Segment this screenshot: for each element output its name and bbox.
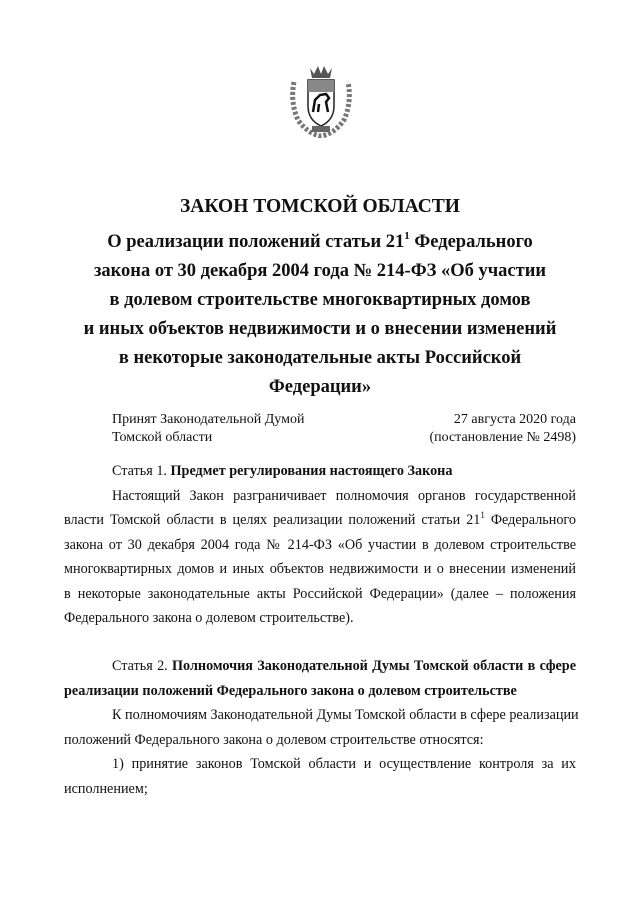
coat-of-arms-emblem	[288, 62, 354, 138]
subtitle-line: О реализации положений статьи 21	[107, 232, 405, 252]
subtitle-line: Федерации»	[268, 377, 372, 397]
paragraph-line: К полномочиям Законодательной Думы Томской области в сфере реализации	[112, 707, 579, 723]
article-2	[64, 654, 579, 801]
subtitle-line: в некоторые законодательные акты Российской	[118, 348, 522, 368]
paragraph-line: Федерального закона о долевом строительстве).	[64, 610, 354, 626]
adopted-by	[112, 411, 304, 447]
subtitle-line: Федерального	[409, 232, 533, 252]
list-item-line: исполнением;	[64, 780, 148, 797]
article-1	[64, 459, 576, 631]
law-subtitle	[40, 228, 600, 402]
superscript: 1	[480, 510, 485, 520]
paragraph-line: в некоторые законодательные акты Российской Федерации» (далее – положения	[64, 585, 576, 602]
article-heading	[64, 654, 576, 679]
article-heading-cont	[64, 679, 576, 704]
resolution-number: (постановление № 2498)	[429, 430, 576, 445]
list-item-line: 1) принятие законов Томской области и осуществление контроля за их	[112, 756, 576, 772]
paragraph-line: Настоящий Закон разграничивает полномочия органов государственной	[112, 487, 576, 504]
adopted-by-line: Томской области	[112, 430, 213, 445]
paragraph-line: положений Федерального закона о долевом строительстве относятся:	[64, 731, 484, 748]
paragraph-line	[64, 508, 576, 533]
article-label: Статья 1.	[112, 463, 171, 479]
date: 27 августа 2020 года	[453, 412, 576, 427]
subtitle-line: закона от 30 декабря 2004 года № 214-ФЗ «Об участии	[93, 261, 547, 281]
text: власти Томской области в целях реализации положений статьи 21	[64, 512, 481, 528]
article-title: реализации положений Федерального закона о долевом строительстве	[64, 682, 517, 699]
adopted-by-line: Принят Законодательной Думой	[112, 412, 305, 427]
adoption-date	[429, 411, 576, 447]
subtitle-line: и иных объектов недвижимости и о внесении изменений	[83, 319, 557, 339]
text: Федерального	[484, 512, 576, 528]
paragraph-line: многоквартирных домов и иных объектов недвижимости и о внесении изменений	[64, 561, 576, 577]
article-label: Статья 2.	[112, 658, 173, 674]
law-title: ЗАКОН ТОМСКОЙ ОБЛАСТИ	[180, 196, 460, 217]
article-title: Полномочия Законодательной Думы Томской области в сфере	[172, 658, 576, 674]
article-heading	[64, 459, 576, 484]
paragraph-line: закона от 30 декабря 2004 года № 214-ФЗ «Об участии в долевом строительстве	[64, 536, 576, 553]
subtitle-line: в долевом строительстве многоквартирных домов	[109, 290, 531, 310]
article-title: Предмет регулирования настоящего Закона	[170, 463, 453, 479]
superscript: 1	[404, 230, 410, 242]
